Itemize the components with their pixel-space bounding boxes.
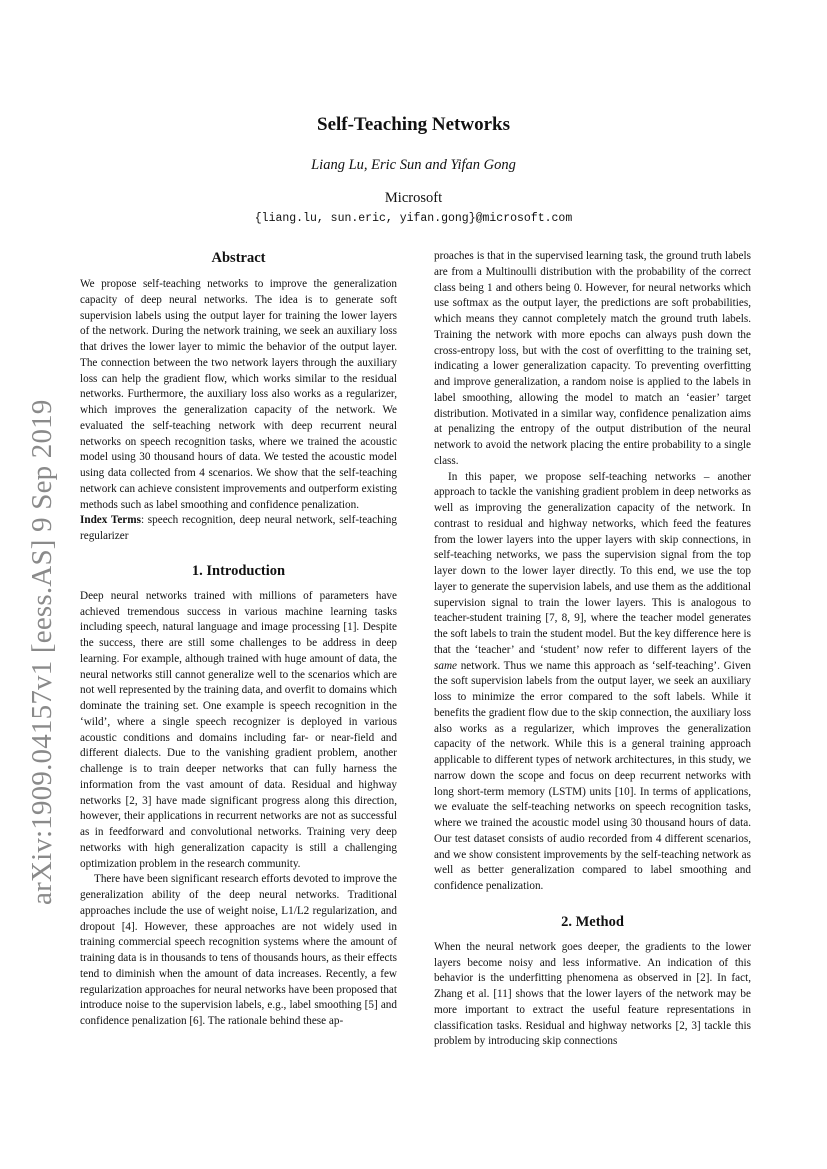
intro-paragraph-4-part-b: network. Thus we name this approach as ‘self-teaching’. Given the soft supervision labels from the output layer, we seek an auxiliary loss to minimize the error compared to the soft labels. While it benefits the gradient flow due to the skip connection, the auxiliary loss also works as a regularizer, which improves the generalization capacity of the network. While this is a general training approach applicable to different types of network architectures, in this study, we narrow down the scope and focus on deep recurrent networks with long short-term memory (LSTM) units [10]. In terms of applications, we evaluate the self-teaching networks on speech recognition tasks, where we trained the acoustic model using 30 thousand hours of data. Our test dataset consists of audio recorded from 4 different scenarios, and we show consistent improvements by the self-teaching network as well as better generalization compared to label smoothing and confidence penalization. [434,659,751,892]
abstract-text: We propose self-teaching networks to improve the generalization capacity of deep neural networks. The idea is to generate soft supervision labels using the output layer for training the lower layers of the network. During the network training, we seek an auxiliary loss that drives the lower layer to mimic the behavior of the output layer. The connection between the two network layers through the auxiliary loss can help the gradient flow, which works similar to the residual networks. Furthermore, the auxiliary loss also works as a regularizer, which improves the generalization capacity of the network. We evaluated the self-teaching network with deep recurrent neural networks on speech recognition tasks, where we trained the acoustic model using 30 thousand hours of data. We tested the acoustic model using data collected from 4 scenarios. We show that the self-teaching network can achieve consistent improvements and outperform existing methods such as label smoothing and confidence penalization. [80,278,397,511]
method-heading: 2. Method [561,913,624,930]
author-emails: {liang.lu, sun.eric, yifan.gong}@microsoft.com [254,212,573,225]
abstract-heading: Abstract [211,250,266,266]
paper-header [0,112,827,227]
paper-title: Self-Teaching Networks [317,114,510,135]
arxiv-identifier: arXiv:1909.04157v1 [eess.AS] 9 Sep 2019 [26,399,58,905]
intro-paragraph-4 [434,470,751,895]
index-terms [80,513,397,545]
left-column [80,248,397,1030]
intro-paragraph-1: Deep neural networks trained with millions of parameters have achieved tremendous success in various machine learning tasks including speech, natural language and image processing [1]. Despite the success, there are still some challenges to be address in deep learning. For example, although trained with huge amount of data, the neural networks still cannot generalize well to the scenarios which are not well represented by the training data, and overfit to domains which dominate the training set. One example is speech recognition in the ‘wild’, where a single speech recognizer is deployed in various acoustic conditions and domains including far- or near-field and different dialects. Due to the vanishing gradient problem, another challenge is to train deeper networks that can fully harness the information from the vast amount of data. Residual and highway networks [2, 3] have made significant progress along this direction, however, their applications in recurrent networks are not as successful as in feedforward and convolutional networks. Training very deep networks with high generalization capacity is still a challenging optimization problem in the research community. [80,589,397,870]
intro-paragraph-4-emphasis: same [434,659,457,672]
author-list: Liang Lu, Eric Sun and Yifan Gong [311,157,516,173]
method-paragraph-1: When the neural network goes deeper, the gradients to the lower layers become noisy and less informative. An indication of this behavior is the underfitting phenomena as observed in [2]. In fact, Zhang et al. [11] shows that the lower layers of the network may be more important to extract the useful feature representations in classification tasks. Residual and highway networks [2, 3] tackle this problem by introducing skip connections [434,940,751,1048]
index-terms-label: Index Terms [80,514,141,527]
index-terms-list: : speech recognition, deep neural network, self-teaching regularizer [80,514,397,542]
intro-paragraph-2: There have been significant research efforts devoted to improve the generalization ability of the deep neural networks. Traditional approaches include the use of weight noise, L1/L2 regularization, and dropout [4]. However, these approaches are not widely used in training commercial speech recognition systems where the amount of training data is in thousands to tens of thousands hours, as their effects tend to diminish when the amount of data increases. Recently, a few regularization approaches for neural networks have been proposed that introduce noise to the supervision labels, e.g., label smoothing [5] and confidence penalization [6]. The rationale behind these ap- [80,873,397,1027]
intro-paragraph-3: proaches is that in the supervised learning task, the ground truth labels are from a Multinoulli distribution with the probability of the correct class being 1 and others being 0. However, for neural networks which use softmax as the output layer, the predictions are soft probabilities, which means they cannot completely match the ground truth labels. Training the network with more epochs can always push down the cross-entropy loss, but with the cost of overfitting to the training set, indicating a lower generalization capacity. To preventing overfitting and improve generalization, a random noise is applied to the labels in label smoothing, allowing the model to match an ‘easier’ target distribution. Motivated in a similar way, confidence penalization aims at penalizing the entropy of the output distribution of the neural network to avoid the network placing the entire probability to a single class. [434,250,751,467]
affiliation: Microsoft [384,190,443,206]
intro-paragraph-4-part-a: In this paper, we propose self-teaching networks – another approach to tackle the vanishing gradient problem in deep networks as well as improving the generalization capacity of the network. In contrast to residual and highway networks, which feed the features from the lower layers into the upper layers with skip connections, in self-teaching networks, we pass the supervision signal from the top layer down to the lower layer directly. To this end, we use the top layer to generate the supervision labels, and use them as the additional supervision signal to train the lower layers. This is analogous to teacher-student training [7, 8, 9], where the teacher model generates the soft labels to train the student model. But the key difference here is that the ‘teacher’ and ‘student’ now refer to different layers of the [434,470,751,656]
right-column [434,249,751,1050]
introduction-heading: 1. Introduction [191,562,286,579]
